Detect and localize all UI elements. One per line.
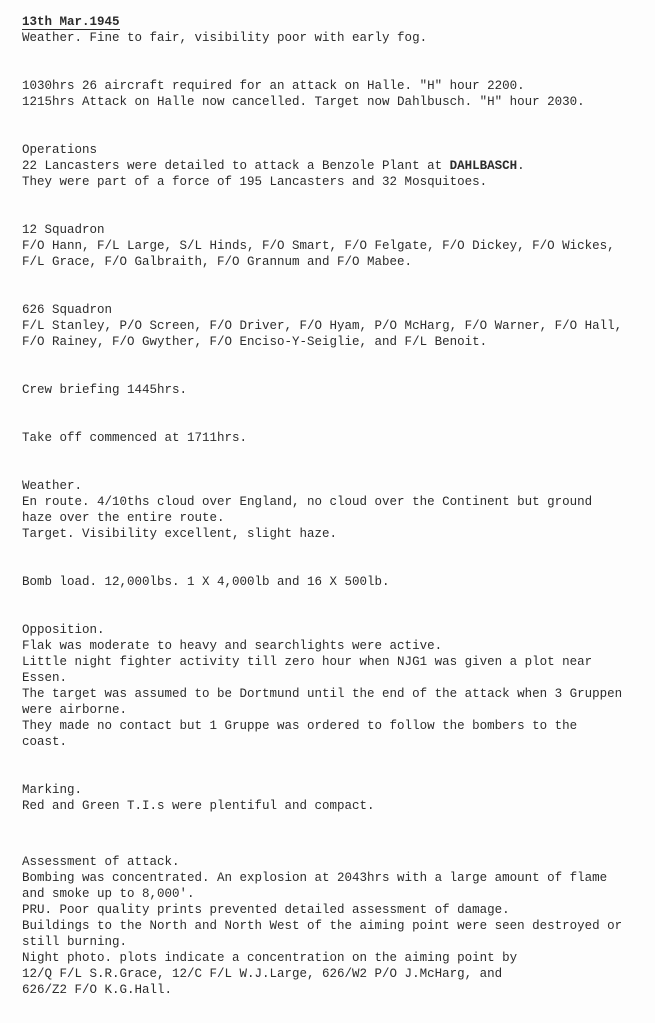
squadron-12-crews-line-1: F/O Hann, F/L Large, S/L Hinds, F/O Smart, F/O Felgate, F/O Dickey, F/O Wickes,	[22, 239, 615, 253]
squadron-12-section	[22, 222, 639, 270]
bomb-load-line: Bomb load. 12,000lbs. 1 X 4,000lb and 16 X 500lb.	[22, 575, 390, 589]
squadron-626-crews-line-2: F/O Rainey, F/O Gwyther, F/O Enciso-Y-Seiglie, and F/L Benoit.	[22, 335, 488, 349]
opposition-line-4: The target was assumed to be Dortmund until the end of the attack when 3 Gruppen	[22, 687, 623, 701]
opposition-line-6: They made no contact but 1 Gruppe was ordered to follow the bombers to the	[22, 719, 578, 733]
squadron-626-section	[22, 302, 639, 350]
assessment-heading: Assessment of attack.	[22, 855, 180, 869]
weather-route-line-2: haze over the entire route.	[22, 511, 225, 525]
operations-heading: Operations	[22, 143, 98, 157]
take-off-line: Take off commenced at 1711hrs.	[22, 431, 248, 445]
opposition-line-7: coast.	[22, 735, 68, 749]
order-line-1030hrs: 1030hrs 26 aircraft required for an attack on Halle. "H" hour 2200.	[22, 79, 525, 93]
crew-briefing-section	[22, 382, 639, 398]
crew-briefing-line: Crew briefing 1445hrs.	[22, 383, 188, 397]
opposition-line-5: were airborne.	[22, 703, 128, 717]
opposition-section	[22, 622, 639, 750]
orders-section	[22, 78, 639, 110]
marking-heading: Marking.	[22, 783, 83, 797]
assessment-line-6: Night photo. plots indicate a concentration on the aiming point by	[22, 951, 518, 965]
operations-section	[22, 142, 639, 190]
operations-detail-suffix: .	[517, 159, 525, 173]
opposition-line-1: Flak was moderate to heavy and searchlights were active.	[22, 639, 443, 653]
assessment-line-4: Buildings to the North and North West of the aiming point were seen destroyed or	[22, 919, 623, 933]
weather-route-line-3: Target. Visibility excellent, slight haze.	[22, 527, 338, 541]
date-heading-text: 13th Mar.1945	[22, 15, 120, 29]
assessment-line-3: PRU. Poor quality prints prevented detailed assessment of damage.	[22, 903, 510, 917]
header-section	[22, 14, 639, 46]
bomb-load-section	[22, 574, 639, 590]
squadron-12-heading: 12 Squadron	[22, 223, 105, 237]
assessment-line-7: 12/Q F/L S.R.Grace, 12/C F/L W.J.Large, 626/W2 P/O J.McHarg, and	[22, 967, 503, 981]
order-line-1215hrs: 1215hrs Attack on Halle now cancelled. Target now Dahlbusch. "H" hour 2030.	[22, 95, 585, 109]
weather-route-heading: Weather.	[22, 479, 83, 493]
squadron-626-crews-line-1: F/L Stanley, P/O Screen, F/O Driver, F/O Hyam, P/O McHarg, F/O Warner, F/O Hall,	[22, 319, 623, 333]
weather-route-line-1: En route. 4/10ths cloud over England, no cloud over the Continent but ground	[22, 495, 593, 509]
take-off-section	[22, 430, 639, 446]
opposition-line-3: Essen.	[22, 671, 68, 685]
marking-section	[22, 782, 639, 814]
operations-detail-prefix: 22 Lancasters were detailed to attack a Benzole Plant at	[22, 159, 450, 173]
squadron-626-heading: 626 Squadron	[22, 303, 113, 317]
operations-force-line: They were part of a force of 195 Lancasters and 32 Mosquitoes.	[22, 175, 488, 189]
assessment-line-5: still burning.	[22, 935, 128, 949]
weather-summary-line: Weather. Fine to fair, visibility poor with early fog.	[22, 31, 428, 45]
assessment-line-8: 626/Z2 F/O K.G.Hall.	[22, 983, 173, 997]
assessment-line-2: and smoke up to 8,000'.	[22, 887, 195, 901]
operations-detail-line	[22, 158, 639, 174]
opposition-line-2: Little night fighter activity till zero hour when NJG1 was given a plot near	[22, 655, 593, 669]
weather-route-section	[22, 478, 639, 542]
squadron-12-crews-line-2: F/L Grace, F/O Galbraith, F/O Grannum and F/O Mabee.	[22, 255, 413, 269]
operations-target-name: DAHLBASCH	[449, 159, 518, 173]
marking-line-1: Red and Green T.I.s were plentiful and compact.	[22, 799, 375, 813]
opposition-heading: Opposition.	[22, 623, 105, 637]
date-heading	[22, 14, 639, 30]
assessment-section	[22, 854, 639, 998]
assessment-line-1: Bombing was concentrated. An explosion at 2043hrs with a large amount of flame	[22, 871, 608, 885]
